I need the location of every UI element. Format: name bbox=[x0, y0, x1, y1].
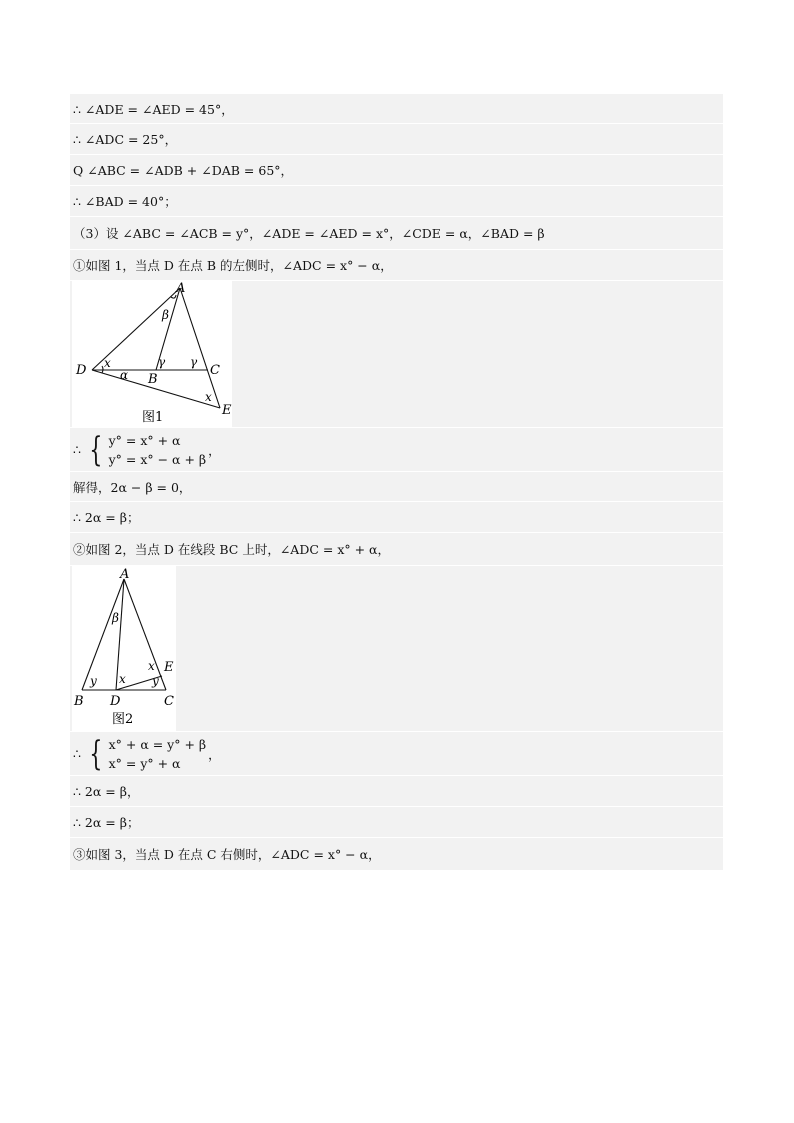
line-16: ③如图 3，当点 D 在点 C 右侧时，∠ADC = x° − α， bbox=[70, 838, 723, 871]
label-E: E bbox=[222, 403, 232, 418]
label-A: A bbox=[176, 281, 186, 296]
system-1 bbox=[70, 428, 723, 472]
label-x-D: x bbox=[104, 356, 111, 370]
line-4: ∴ ∠BAD = 40°； bbox=[70, 186, 723, 217]
system-2-eq-2: x° = y° + α bbox=[108, 755, 181, 771]
label-x-E: x bbox=[148, 659, 155, 673]
label-alpha: α bbox=[120, 368, 129, 382]
label-x-D: x bbox=[119, 672, 126, 686]
segment-AC bbox=[124, 579, 166, 690]
segment-AE bbox=[180, 288, 220, 408]
figure-2-caption: 图2 bbox=[112, 712, 134, 727]
solution-sheet bbox=[70, 94, 723, 871]
line-3: Q ∠ABC = ∠ADB + ∠DAB = 65°， bbox=[70, 155, 723, 186]
label-x-E: x bbox=[205, 390, 212, 404]
line-10: ∴ 2α = β； bbox=[70, 502, 723, 533]
label-C: C bbox=[164, 694, 174, 709]
label-D: D bbox=[110, 694, 121, 709]
figure-2-block bbox=[70, 566, 723, 732]
label-gamma-B: γ bbox=[158, 355, 166, 369]
label-gamma-C: γ bbox=[190, 355, 198, 369]
label-beta: β bbox=[112, 611, 119, 625]
label-C: C bbox=[210, 363, 220, 378]
label-B: B bbox=[74, 694, 84, 709]
equation-system-1: ∴ { y° = x° + α y° = x° − α + β ， bbox=[73, 429, 221, 470]
label-D: D bbox=[76, 363, 87, 378]
figure-1-drawing bbox=[72, 281, 232, 427]
label-y-B: y bbox=[90, 674, 97, 688]
left-brace: { bbox=[89, 429, 103, 470]
system-2-eq-1: x° + α = y° + β bbox=[108, 736, 207, 752]
label-beta: β bbox=[162, 308, 169, 322]
label-y-C: y bbox=[152, 674, 159, 688]
figure-2-drawing bbox=[72, 566, 176, 731]
system-1-eq-2: y° = x° − α + β bbox=[108, 451, 207, 467]
line-5: （3）设 ∠ABC = ∠ACB = y°，∠ADE = ∠AED = x°，∠CDE = α，∠BAD = β bbox=[70, 217, 723, 250]
label-E: E bbox=[164, 660, 174, 675]
system-2 bbox=[70, 732, 723, 776]
line-6: ①如图 1，当点 D 在点 B 的左侧时，∠ADC = x° − α， bbox=[70, 250, 723, 281]
line-15: ∴ 2α = β； bbox=[70, 807, 723, 838]
line-1: ∴ ∠ADE = ∠AED = 45°， bbox=[70, 94, 723, 124]
label-B: B bbox=[148, 372, 158, 387]
figure-1-caption: 图1 bbox=[142, 410, 164, 425]
line-2: ∴ ∠ADC = 25°， bbox=[70, 124, 723, 155]
figure-1 bbox=[72, 281, 232, 427]
left-brace: { bbox=[89, 733, 103, 774]
line-9: 解得，2α − β = 0， bbox=[70, 472, 723, 502]
label-A: A bbox=[120, 567, 130, 582]
figure-2 bbox=[72, 566, 176, 731]
line-14: ∴ 2α = β， bbox=[70, 776, 723, 807]
figure-1-block bbox=[70, 281, 723, 428]
line-11: ②如图 2，当点 D 在线段 BC 上时，∠ADC = x° + α， bbox=[70, 533, 723, 566]
equation-system-2: ∴ { x° + α = y° + β x° = y° + α ， bbox=[73, 733, 221, 774]
system-1-eq-1: y° = x° + α bbox=[108, 432, 181, 448]
